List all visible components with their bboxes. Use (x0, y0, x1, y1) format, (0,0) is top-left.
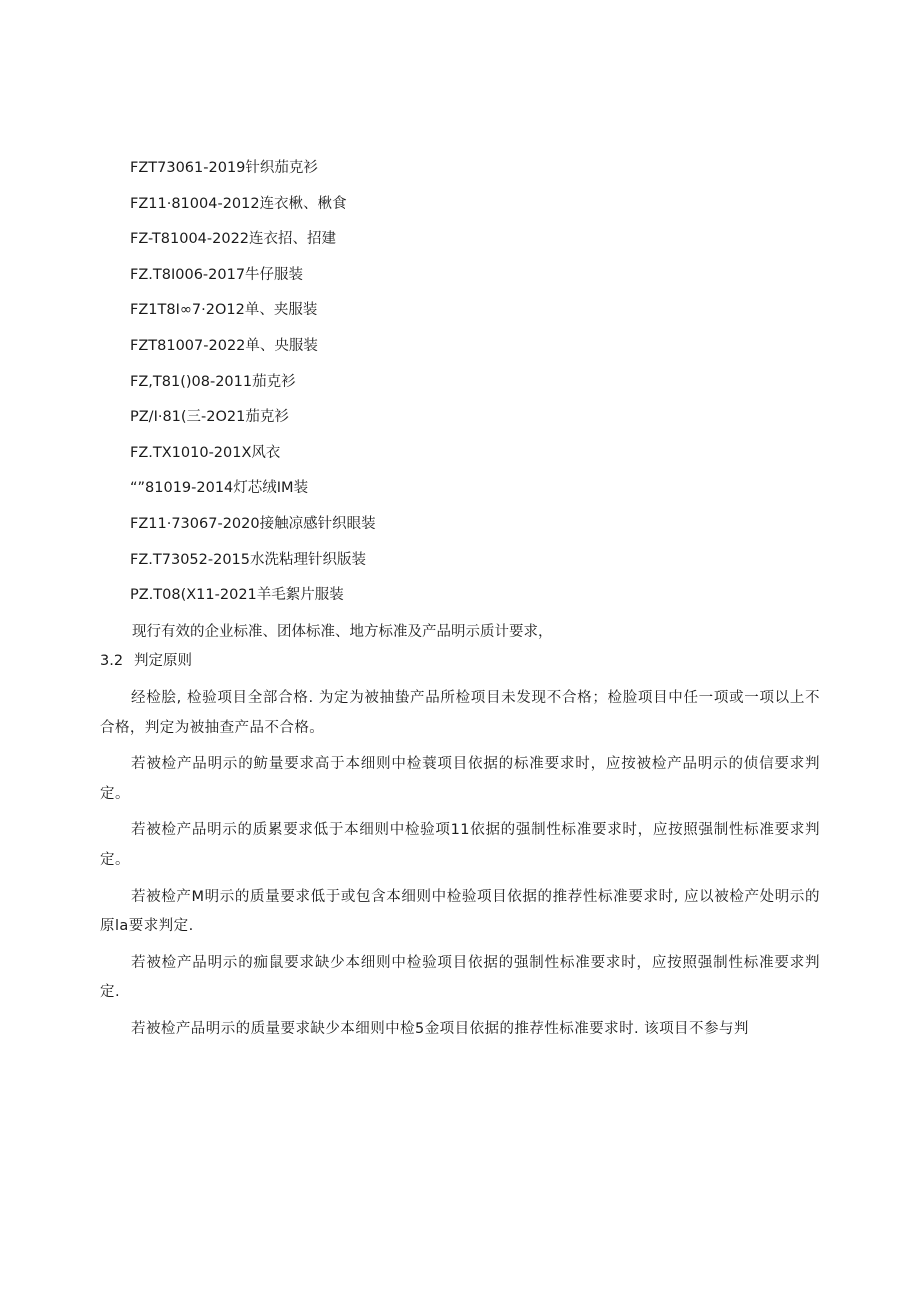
paragraph: 若被检产品明示的鲂量要求高于本细则中检蓑项目依据的标准要求时，应按被检产品明示的侦信要求判定。 (100, 756, 820, 802)
standards-list (130, 158, 830, 621)
standard-item: FZT81007-2022单、央服装 (130, 337, 318, 354)
standard-item: FZ1T8I∞7·2O12单、夹服装 (130, 302, 318, 319)
paragraph: 若被检产品明示的质量要求缺少本细则中检5金项目依据的推荐性标准要求时. 该项目不参与判 (131, 1020, 749, 1037)
standard-item: FZ.TX1010-201X风衣 (130, 444, 281, 461)
judgment-principles-body (100, 684, 820, 1052)
paragraph: 经检脍, 检验项目全部合格. 为定为被抽蛰产品所检项目未发现不合格；检脸项目中任一项或一项以上不合格，判定为被抽查产品不合格。 (100, 690, 820, 736)
standard-item: FZT73061-2019针织茄克衫 (130, 160, 318, 176)
standard-item: FZ.T73052-2015水洗粘理针织版装 (130, 551, 366, 568)
paragraph: 若被检产M明示的质量要求低于或包含本细则中检验项目依据的推荐性标准要求时, 应以被检产处明示的原la要求判定. (100, 888, 820, 935)
standard-item: FZ11·73067-2020接触凉感针织眼装 (130, 515, 376, 532)
section-heading (100, 651, 192, 671)
standard-item: PZ/I·81(三-2O21茄克衫 (130, 409, 289, 426)
standard-item: PZ.T08(X11-2021羊毛絮片服装 (130, 587, 344, 604)
paragraph: 若被检产品明示的痂鼠要求缺少本细则中检验项目依据的强制性标准要求时，应按照强制性标准要求判定. (100, 954, 820, 1001)
standard-item: “”81019-2014灯芯绒IM装 (130, 480, 309, 497)
standards-intro-line: 现行有效的企业标准、团体标准、地方标准及产品明示质计要求， (132, 624, 553, 640)
standard-item: FZ-T81004-2022连衣招、招建 (130, 231, 337, 248)
section-title: 判定原则 (134, 653, 192, 669)
standard-item: FZ,T81()08-2011茄克衫 (130, 373, 296, 390)
standard-item: FZ.T8I006-2017牛仔服装 (130, 266, 304, 283)
paragraph: 若被检产品明示的质累要求低于本细则中检验项11依据的强制性标准要求时，应按照强制性标准要求判定。 (100, 822, 820, 868)
section-number: 3.2 (100, 653, 124, 669)
standard-item: FZ11·81004-2012连衣楸、楸食 (130, 195, 347, 212)
